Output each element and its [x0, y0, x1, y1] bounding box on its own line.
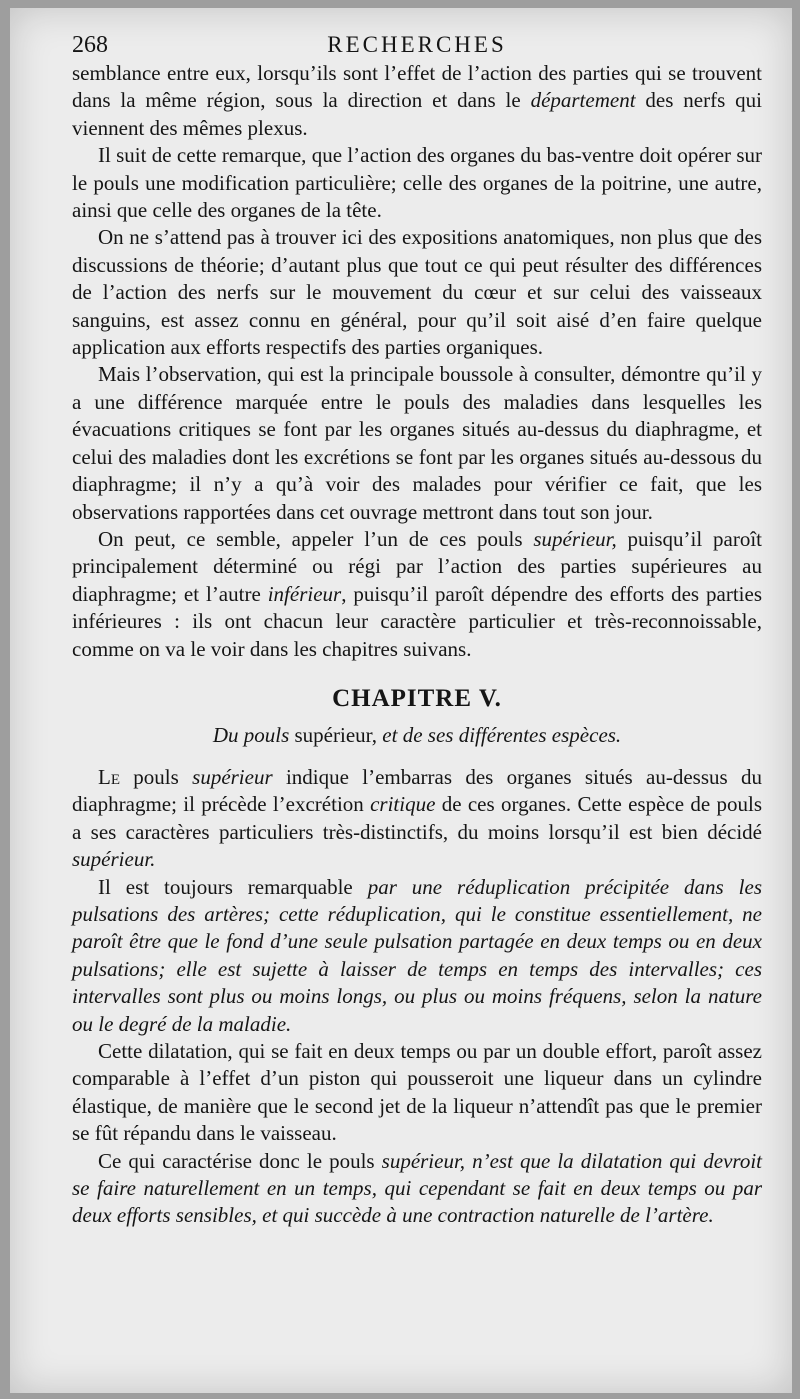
paragraph	[72, 526, 762, 663]
text-segment: pouls	[120, 764, 193, 789]
body-text-before-chapter	[72, 60, 762, 663]
text-segment: de ces organes. Cette espèce de pouls a ses caractères particuliers très-distinctifs, du moins lorsqu’il est bien décidé	[72, 792, 762, 844]
paragraph	[72, 1038, 762, 1148]
text-segment: semblance entre eux, lorsqu’ils sont l’effet de l’action des parties qui se trouvent dans la même région, sous la direction et dans le	[72, 61, 762, 113]
text-segment: indique l’embarras des organes situés au-dessus du diaphragme; il précède l’excrétion	[72, 764, 762, 817]
italic-text: supérieur.	[72, 847, 156, 872]
text-segment: puisqu’il paroît principalement déterminé ou régi par l’action des parties supérieures au diaphragme; et l’autre	[72, 526, 762, 606]
chapter-title: CHAPITRE V.	[332, 684, 502, 712]
text-segment: Cette dilatation, qui se fait en deux temps ou par un double effort, paroît assez comparable à l’effet d’un piston qui pousseroit une liqueur dans un cylindre élastique, de manière que le second jet de la liqueur n’attendît pas que le premier se fût répandu dans le vaisseau.	[72, 1039, 762, 1146]
paragraph	[72, 142, 762, 224]
italic-text: supérieur,	[533, 526, 617, 551]
text-block	[72, 26, 762, 1230]
italic-text: par une réduplication précipitée dans les pulsations des artères; cette réduplication, qui le constitue essentiellement, ne paroît être que le fond d’une seule pulsation partagée en deux temps ou en deux pulsations; elle est sujette à laisser de temps en temps des intervalles; ces intervalles sont plus ou moins longs, ou plus ou moins fréquens, selon la nature ou le degré de la maladie.	[72, 874, 762, 1036]
text-segment: Ce qui caractérise donc le pouls	[98, 1148, 382, 1173]
paragraph	[72, 874, 762, 1038]
book-page	[10, 8, 792, 1393]
running-title: RECHERCHES	[327, 32, 507, 57]
text-segment: , puisqu’il paroît dépendre des efforts des parties inférieures : ils ont chacun leur caractère particulier et très-reconnoissable, comme on va le voir dans les chapitres suivans.	[72, 581, 762, 661]
italic-text: département	[530, 88, 636, 113]
text-segment: des nerfs qui viennent des mêmes plexus.	[72, 88, 762, 140]
body-text-after-chapter	[72, 764, 762, 1230]
italic-text: critique	[370, 792, 436, 817]
italic-text: supérieur, n’est que la dilatation qui devroit se faire naturellement en un temps, qui cependant se fait en deux temps ou par deux efforts sensibles, et qui succède à une contraction naturelle de l’artère.	[72, 1148, 762, 1228]
text-segment: Il est toujours remarquable	[98, 874, 368, 899]
paragraph	[72, 1148, 762, 1230]
text-segment: On ne s’attend pas à trouver ici des expositions anatomiques, non plus que des discussions de théorie; d’autant plus que tout ce qui peut résulter des différences de l’action des nerfs sur le mouvement du cœur et sur celui des vaisseaux sanguins, est assez connu en général, pour qu’il soit aisé d’en faire quelque application aux efforts respectifs des parties organiques.	[72, 225, 762, 360]
italic-text: supérieur	[192, 764, 273, 789]
subtitle-segment: ,	[371, 722, 383, 747]
paragraph	[72, 361, 762, 525]
page-number: 268	[72, 32, 108, 58]
paragraph	[72, 764, 762, 874]
text-segment: Mais l’observation, qui est la principale boussole à consulter, démontre qu’il y a une différence marquée entre le pouls des maladies dans lesquelles les évacuations critiques se font par les organes situés au-dessus du diaphragme, et celui des maladies dont les excrétions se font par les organes situés au-dessous du diaphragme; il n’y a qu’à voir des malades pour vérifier ce fait, que les observations rapportées dans cet ouvrage mettront dans tout son jour.	[72, 362, 762, 524]
subtitle-segment: Du pouls	[212, 722, 295, 747]
text-segment: Le	[98, 764, 120, 789]
paragraph	[72, 224, 762, 361]
text-segment: Il suit de cette remarque, que l’action des organes du bas-ventre doit opérer sur le pouls une modification particulière; celle des organes de la poitrine, une autre, ainsi que celle des organes de la tête.	[72, 143, 762, 223]
subtitle-segment: et de ses différentes espèces.	[382, 722, 622, 747]
chapter-subtitle	[72, 723, 762, 748]
paragraph	[72, 60, 762, 142]
running-head	[72, 26, 762, 60]
italic-text: inférieur	[267, 581, 342, 606]
text-segment: On peut, ce semble, appeler l’un de ces pouls	[98, 526, 534, 551]
subtitle-segment: supérieur	[294, 722, 372, 747]
